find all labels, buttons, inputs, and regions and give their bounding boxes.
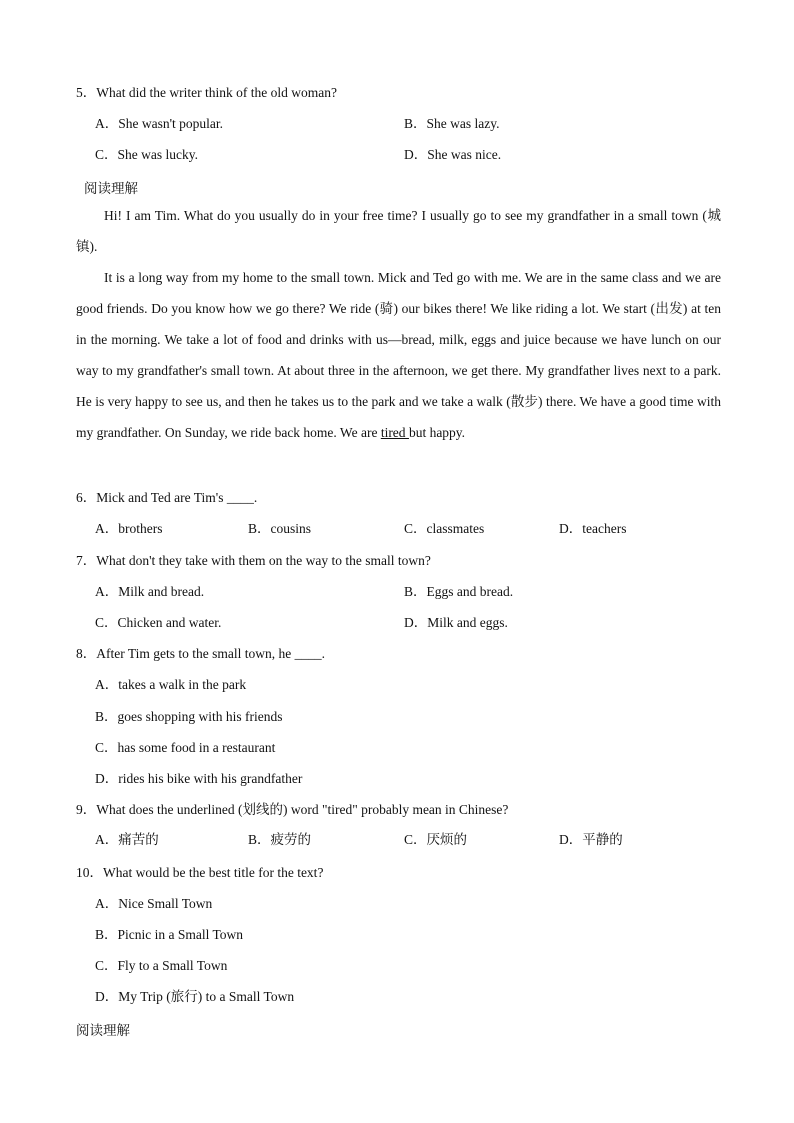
q9-option-a[interactable]: A．痛苦的 <box>95 832 159 847</box>
q9-option-b[interactable]: B．疲劳的 <box>248 832 312 847</box>
passage-p2-text: It is a long way from my home to the small town. Mick and Ted go with me. We are in the same class and we are good friends. Do you know how we go there? We ride (骑) our bikes there! We like riding a lot. We start (出发) at ten in the morning. We take a lot of food and drinks with us—bread, milk, eggs and juice because we have lunch on our way to my grandfather's small town. At about three in the afternoon, we get there. My grandfather lives next to a park. He is very happy to see us, and then he takes us to the park and we take a walk (散步) there. We have a good time with my grandfather. On Sunday, we ride back home. We are <box>76 270 721 440</box>
q6-option-b[interactable]: B．cousins <box>248 521 312 536</box>
q7-option-d[interactable]: D．Milk and eggs. <box>404 615 508 630</box>
section-heading-reading: 阅读理解 <box>84 181 138 196</box>
q7-option-a[interactable]: A．Milk and bread. <box>95 584 205 599</box>
question-7-stem: 7．What don't they take with them on the way to the small town? <box>76 553 431 568</box>
q7-option-b[interactable]: B．Eggs and bread. <box>404 584 514 599</box>
q5-option-d[interactable]: D．She was nice. <box>404 147 502 162</box>
q8-option-c[interactable]: C．has some food in a restaurant <box>95 740 276 755</box>
q5-option-c[interactable]: C．She was lucky. <box>95 147 198 162</box>
q6-option-a[interactable]: A．brothers <box>95 521 163 536</box>
q5-option-b[interactable]: B．She was lazy. <box>404 116 500 131</box>
q10-option-a[interactable]: A．Nice Small Town <box>95 896 213 911</box>
reading-passage <box>76 200 721 448</box>
q8-option-b[interactable]: B．goes shopping with his friends <box>95 709 283 724</box>
q9-option-d[interactable]: D．平静的 <box>559 832 623 847</box>
q7-option-c[interactable]: C．Chicken and water. <box>95 615 222 630</box>
q10-option-d[interactable]: D．My Trip (旅行) to a Small Town <box>95 989 295 1004</box>
question-6-stem: 6．Mick and Ted are Tim's ____. <box>76 490 258 505</box>
question-9-stem: 9．What does the underlined (划线的) word "tired" probably mean in Chinese? <box>76 802 509 817</box>
passage-paragraph-1: Hi! I am Tim. What do you usually do in your free time? I usually go to see my grandfather in a small town (城镇). <box>76 208 721 254</box>
q10-option-b[interactable]: B．Picnic in a Small Town <box>95 927 244 942</box>
question-8-stem: 8．After Tim gets to the small town, he ____. <box>76 646 325 661</box>
q5-option-a[interactable]: A．She wasn't popular. <box>95 116 224 131</box>
q6-option-c[interactable]: C．classmates <box>404 521 485 536</box>
question-10-stem: 10．What would be the best title for the text? <box>76 865 324 880</box>
passage-p2-end: but happy. <box>408 425 466 440</box>
q9-option-c[interactable]: C．厌烦的 <box>404 832 468 847</box>
passage-paragraph-2 <box>76 262 721 448</box>
q10-option-c[interactable]: C．Fly to a Small Town <box>95 958 228 973</box>
q8-option-d[interactable]: D．rides his bike with his grandfather <box>95 771 303 786</box>
q8-option-a[interactable]: A．takes a walk in the park <box>95 677 247 692</box>
section-heading-reading-2: 阅读理解 <box>76 1023 130 1038</box>
underlined-word-tired: tired <box>380 425 409 440</box>
question-5-stem: 5．What did the writer think of the old woman? <box>76 85 337 100</box>
q6-option-d[interactable]: D．teachers <box>559 521 627 536</box>
